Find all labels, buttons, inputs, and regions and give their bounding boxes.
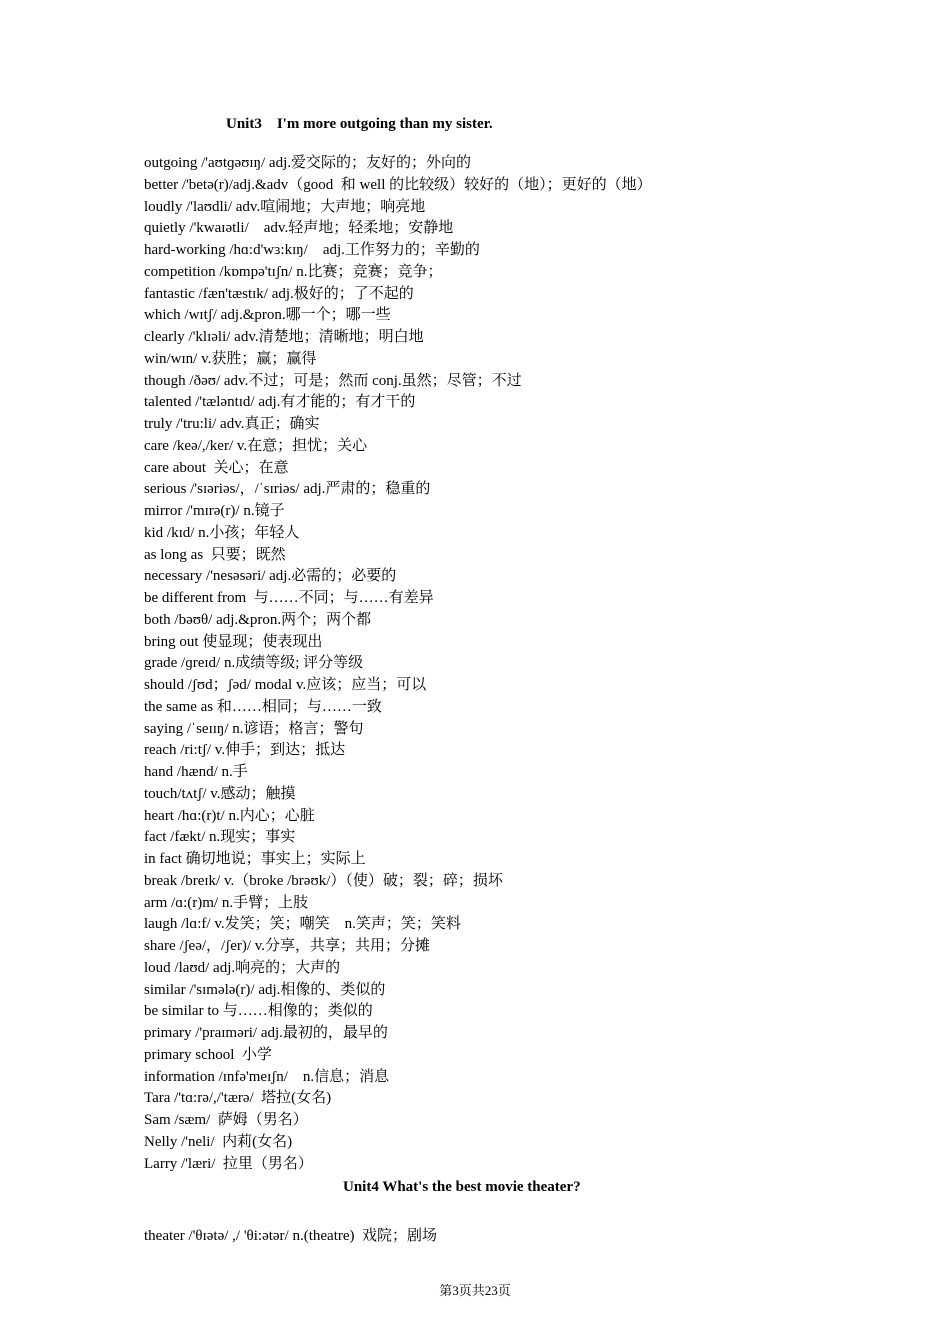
vocab-entry: talented /'tæləntɪd/ adj.有才能的；有才干的 — [144, 394, 416, 411]
vocab-entry: outgoing /'aʊtɡəʊɪŋ/ adj.爱交际的；友好的；外向的 — [144, 155, 471, 171]
vocab-entry: clearly /'klɪəli/ adv.清楚地；清晰地；明白地 — [144, 329, 424, 345]
vocab-entry: competition /kɒmpə'tɪʃn/ n.比赛；竞赛；竞争； — [144, 263, 443, 280]
vocab-entry: as long as 只要；既然 — [144, 546, 286, 563]
unit4-vocabulary-list — [144, 1225, 437, 1247]
vocab-entry: Tara /'tɑ:rə/,/'tærə/ 塔拉(女名) — [144, 1090, 332, 1107]
unit4-heading: Unit4 What's the best movie theater? — [343, 1179, 581, 1195]
vocab-entry: mirror /'mɪrə(r)/ n.镜子 — [144, 503, 285, 519]
vocab-entry: arm /ɑ:(r)m/ n.手臂；上肢 — [144, 894, 309, 911]
vocab-entry: better /'betə(r)/adj.&adv（good 和 well 的比较级）较好的（地）；更好的（地） — [144, 176, 652, 193]
vocab-entry: care about 关心；在意 — [144, 459, 289, 476]
vocab-entry: bring out 使显现；使表现出 — [144, 633, 323, 650]
vocab-entry: break /breɪk/ v.（broke /brəʊk/）（使）破；裂；碎；损坏 — [144, 872, 503, 889]
vocab-entry: primary /'praɪməri/ adj.最初的，最早的 — [144, 1025, 388, 1041]
vocab-entry: similar /'sɪmələ(r)/ adj.相像的、类似的 — [144, 981, 386, 998]
vocab-entry: though /ðəʊ/ adv.不过；可是；然而 conj.虽然；尽管；不过 — [144, 372, 522, 389]
vocab-entry: the same as 和……相同；与……一致 — [144, 698, 382, 715]
vocab-entry: laugh /lɑ:f/ v.发笑；笑；嘲笑 n.笑声；笑；笑料 — [144, 916, 461, 933]
vocab-entry: truly /'tru:li/ adv.真正；确实 — [144, 416, 320, 432]
vocab-entry: be different from 与……不同；与……有差异 — [144, 590, 434, 606]
vocab-entry: heart /hɑ:(r)t/ n.内心；心脏 — [144, 807, 315, 824]
vocab-entry: quietly /'kwaɪətli/ adv.轻声地；轻柔地；安静地 — [144, 220, 454, 237]
vocab-entry: Nelly /'neli/ 内莉(女名) — [144, 1133, 293, 1150]
unit3-vocabulary-list — [144, 153, 652, 1175]
vocab-entry: which /wɪtʃ/ adj.&pron.哪一个；哪一些 — [144, 307, 391, 324]
vocab-entry: fact /fækt/ n.现实；事实 — [144, 829, 296, 846]
vocab-entry: saying /ˈseɪɪŋ/ n.谚语；格言；警句 — [144, 720, 364, 737]
vocab-entry: grade /ɡreɪd/ n.成绩等级; 评分等级 — [144, 655, 364, 672]
unit3-heading: Unit3 I'm more outgoing than my sister. — [226, 116, 493, 132]
vocab-entry: win/wɪn/ v.获胜；赢；赢得 — [144, 350, 317, 367]
vocab-entry: care /keə/,/ker/ v.在意；担忧；关心 — [144, 437, 368, 454]
vocab-entry: primary school 小学 — [144, 1046, 272, 1063]
vocab-entry: reach /ri:tʃ/ v.伸手；到达；抵达 — [144, 742, 346, 759]
vocab-entry: information /ɪnfə'meɪʃn/ n.信息；消息 — [144, 1068, 390, 1085]
vocab-entry: necessary /'nesəsəri/ adj.必需的；必要的 — [144, 568, 397, 585]
vocab-entry: theater /'θɪətə/ ,/ 'θi:ətər/ n.(theatre) 戏院；剧场 — [144, 1228, 438, 1244]
vocab-entry: both /bəʊθ/ adj.&pron.两个；两个都 — [144, 611, 372, 628]
vocab-entry: hand /hænd/ n.手 — [144, 764, 248, 780]
vocab-entry: hard-working /hɑ:d'wɜ:kɪŋ/ adj.工作努力的；辛勤的 — [144, 242, 480, 258]
vocab-entry: serious /'sɪəriəs/，/ˈsɪriəs/ adj.严肃的；稳重的 — [144, 481, 431, 498]
vocab-entry: kid /kɪd/ n.小孩；年轻人 — [144, 524, 300, 541]
vocab-entry: touch/tʌtʃ/ v.感动；触摸 — [144, 785, 296, 802]
vocab-entry: share /ʃeə/，/ʃer)/ v.分享，共享；共用；分摊 — [144, 938, 431, 954]
vocab-entry: loudly /'laʊdli/ adv.喧闹地；大声地；响亮地 — [144, 198, 426, 215]
page-footer: 第3页共23页 — [439, 1283, 511, 1298]
vocab-entry: in fact 确切地说；事实上；实际上 — [144, 851, 366, 867]
vocab-entry: should /ʃʊd；ʃəd/ modal v.应该；应当；可以 — [144, 677, 427, 693]
vocab-entry: loud /laʊd/ adj.响亮的；大声的 — [144, 959, 341, 976]
vocab-entry: Sam /sæm/ 萨姆（男名） — [144, 1112, 308, 1128]
vocab-entry: Larry /'læri/ 拉里（男名） — [144, 1155, 313, 1172]
vocab-entry: fantastic /fæn'tæstɪk/ adj.极好的；了不起的 — [144, 285, 414, 302]
vocab-entry: be similar to 与……相像的；类似的 — [144, 1003, 373, 1020]
